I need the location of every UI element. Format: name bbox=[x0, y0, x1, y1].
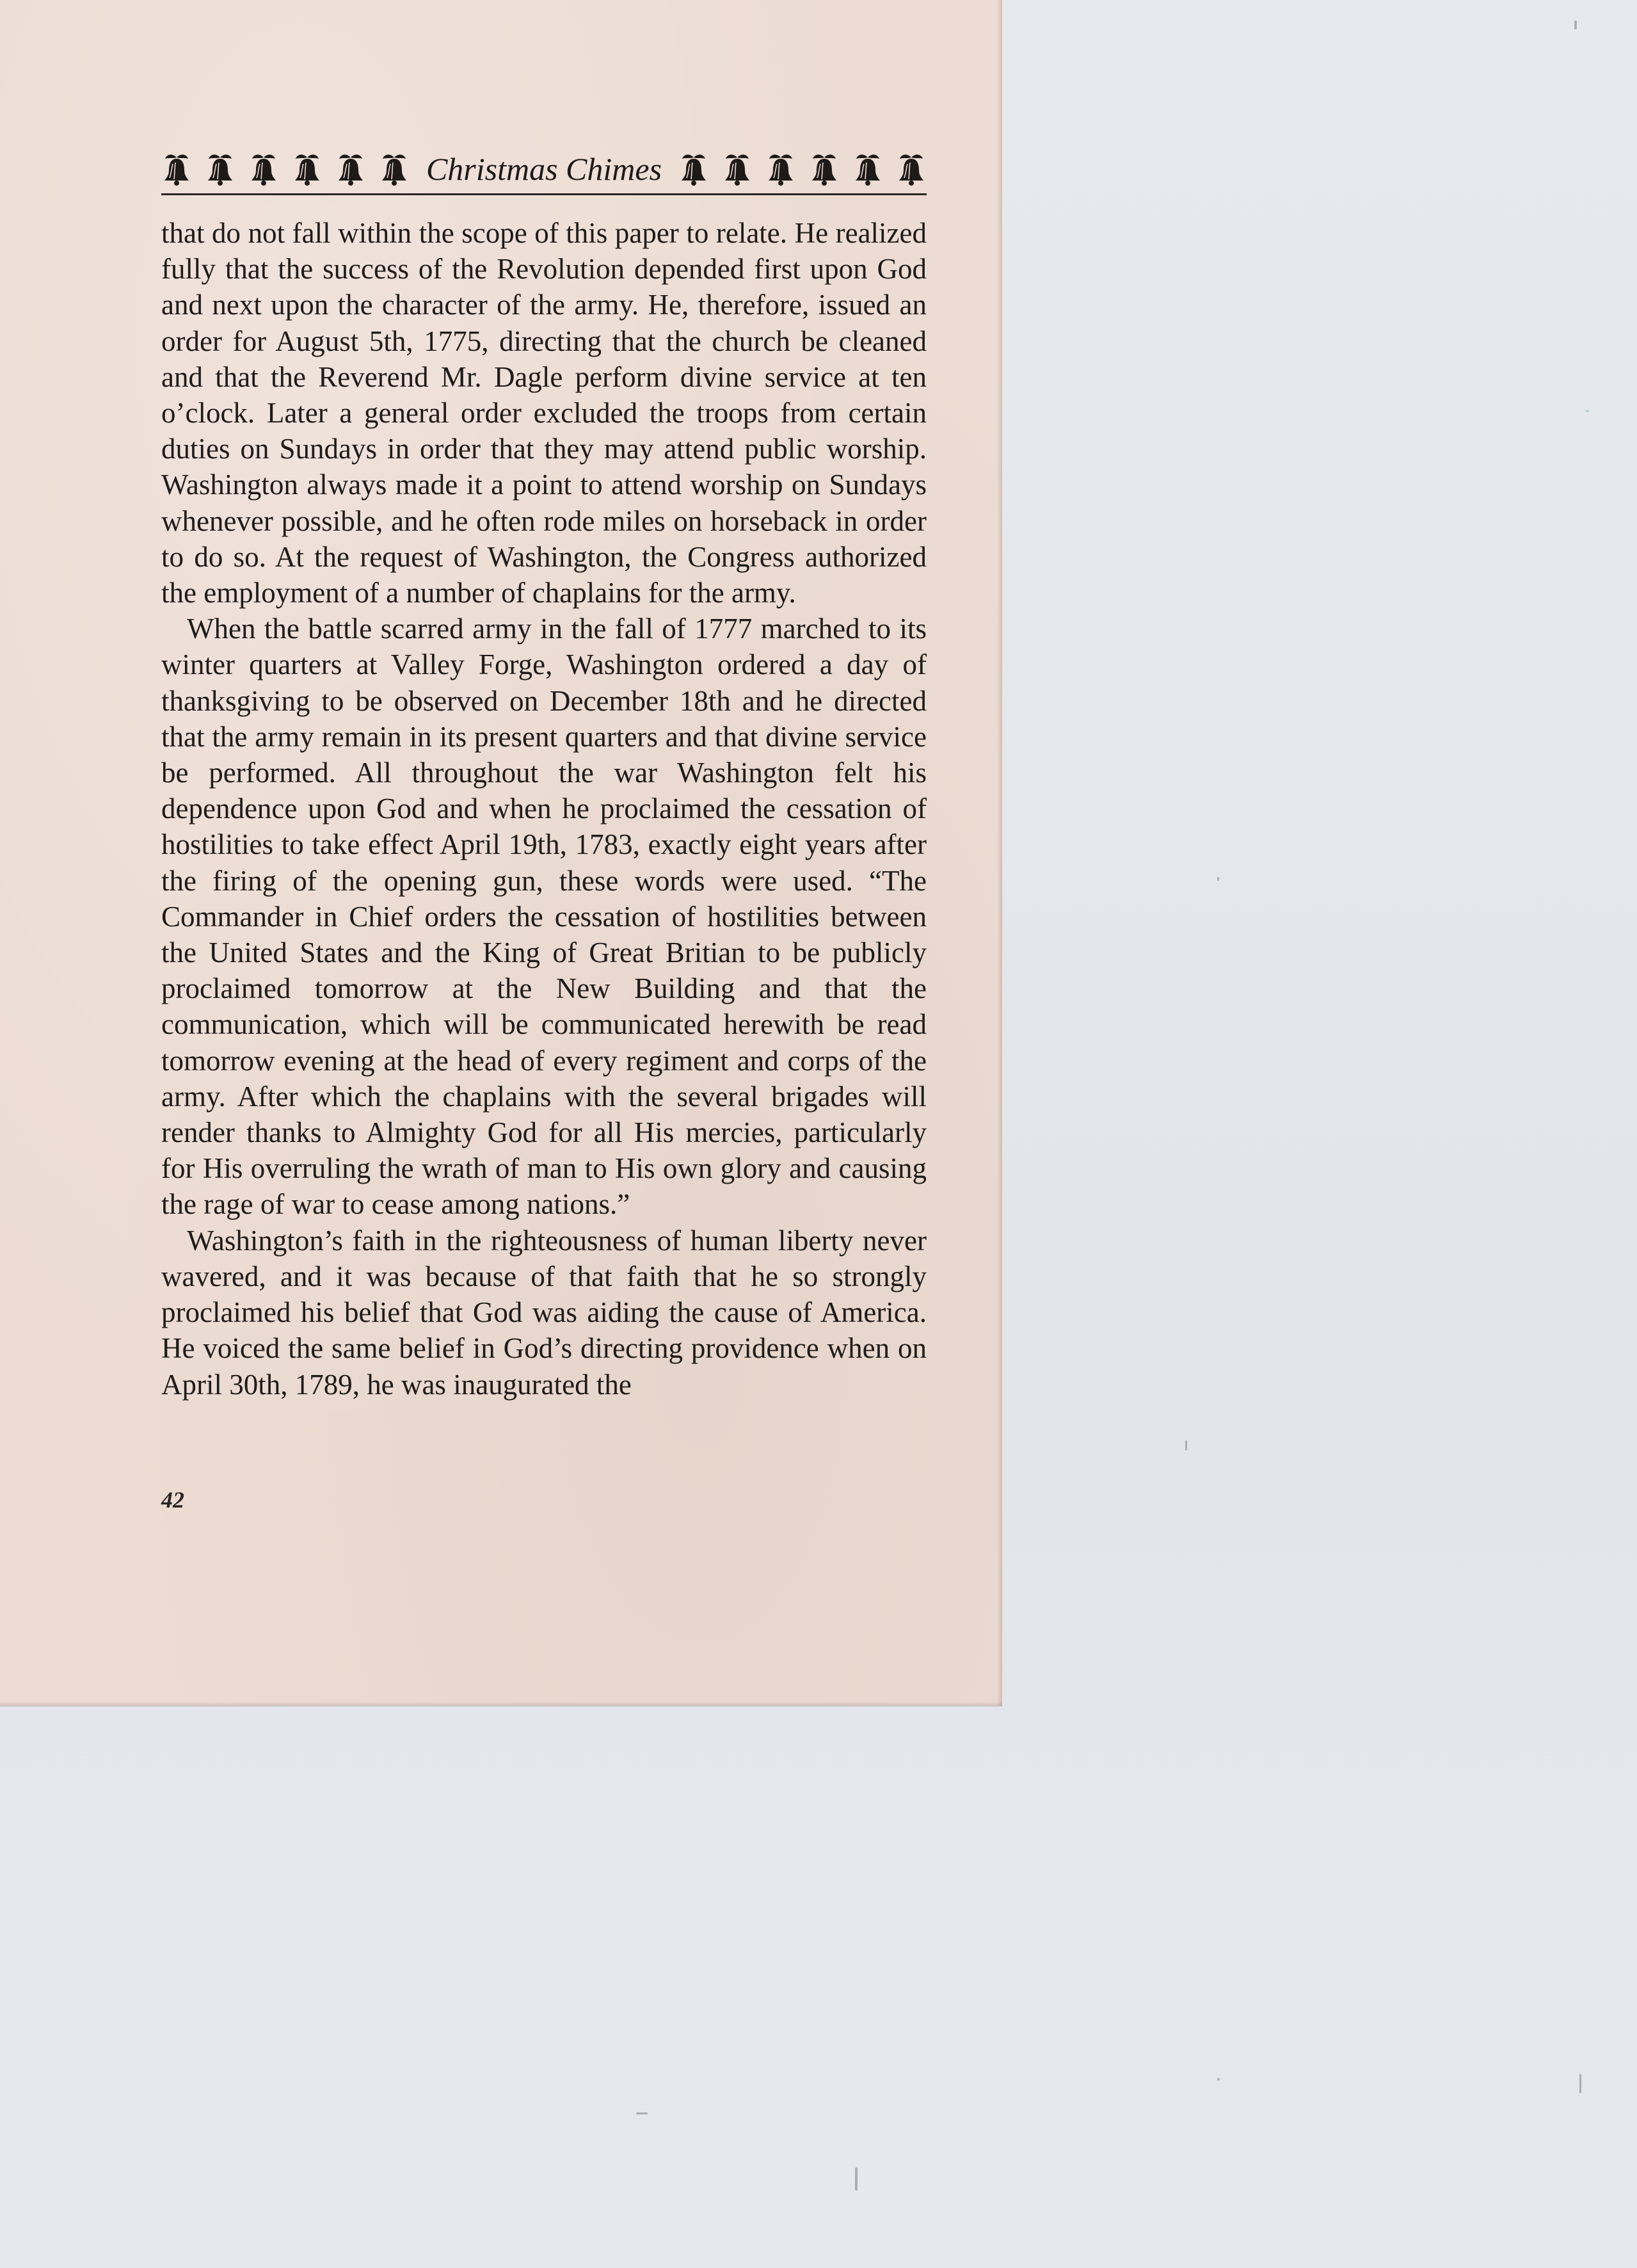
scan-speck bbox=[636, 2112, 648, 2114]
scan-speck bbox=[1217, 2078, 1220, 2080]
paragraph: When the battle scarred army in the fall of 1777 marched to its winter quarters at Valley Forge, Washington ordered a day of thanksgiving to be observed on December 18th and he directed that the army remain in its present quarters and that divine service be performed. All throughout the war Washington felt his dependence upon God and when he proclaimed the cessation of hostilities to take effect April 19th, 1783, exactly eight years after the firing of the opening gun, these words were used. “The Commander in Chief orders the cessation of hostilities between the United States and the King of Great Britian to be publicly proclaimed tomorrow at the New Building and that the communication, which will be communicated herewith be read tomorrow evening at the head of every regiment and corps of the army. After which the chaplains with the several brigades will render thanks to Almighty God for all His mercies, particularly for His overruling the wrath of man to His own glory and causing the rage of war to cease among nations.” bbox=[161, 613, 927, 1221]
running-head bbox=[161, 146, 927, 192]
header-rule bbox=[161, 193, 927, 195]
ornament-row-left bbox=[161, 151, 410, 187]
paragraph: that do not fall within the scope of this paper to relate. He realized fully that the success of the Revolution depended first upon God and next upon the character of the army. He, therefore, issued an order for August 5th, 1775, directing that the church be cleaned and that the Reverend Mr. Dagle perform divine service at ten o’clock. Later a general order excluded the troops from certain duties on Sundays in order that they may attend public worship. Washington always made it a point to attend worship on Sundays whenever possible, and he often rode miles on horseback in order to do so. At the request of Washington, the Congress authorized the employment of a number of chaplains for the army. bbox=[161, 217, 927, 609]
bell-icon bbox=[765, 151, 796, 187]
ornament-row-right bbox=[678, 151, 927, 187]
bell-icon bbox=[722, 151, 753, 187]
page-bottom-shadow bbox=[0, 1701, 1002, 1707]
scan-speck bbox=[1185, 1440, 1187, 1451]
scan-speck bbox=[1574, 20, 1577, 29]
bell-icon bbox=[205, 151, 236, 187]
bell-icon bbox=[896, 151, 927, 187]
running-head-title: Christmas Chimes bbox=[426, 151, 662, 187]
bell-icon bbox=[161, 151, 192, 187]
page-edge-shadow bbox=[997, 0, 1002, 1706]
bell-icon bbox=[809, 151, 840, 187]
scan-speck bbox=[1586, 410, 1590, 412]
body-text bbox=[161, 215, 927, 1403]
scan-speck bbox=[855, 2167, 858, 2191]
bell-icon bbox=[248, 151, 279, 187]
bell-icon bbox=[852, 151, 883, 187]
bell-icon bbox=[292, 151, 323, 187]
scan-speck bbox=[1217, 877, 1219, 881]
page-number: 42 bbox=[161, 1487, 184, 1513]
bell-icon bbox=[379, 151, 410, 187]
scan-speck bbox=[1579, 2074, 1581, 2093]
bell-icon bbox=[335, 151, 366, 187]
bell-icon bbox=[678, 151, 709, 187]
paragraph: Washington’s faith in the righteousness of human liberty never wavered, and it was because of that faith that he so strongly proclaimed his belief that God was aiding the cause of America. He voiced the same belief in God’s directing providence when on April 30th, 1789, he was inaugurated the bbox=[161, 1224, 927, 1401]
